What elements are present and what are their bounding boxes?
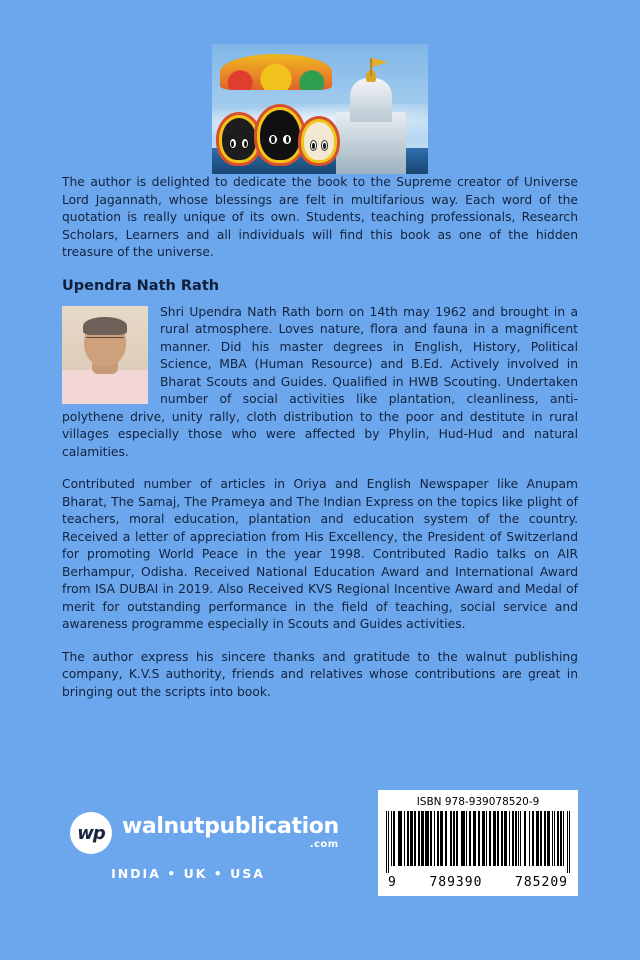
cover-footer <box>62 790 578 908</box>
temple-tower <box>350 78 392 122</box>
isbn-barcode-panel <box>378 790 578 896</box>
author-portrait-photo <box>62 306 148 404</box>
flag-icon <box>370 58 372 76</box>
isbn-digit-mid: 789390 <box>429 875 483 890</box>
deity-jagannath-icon <box>260 110 300 160</box>
bio-paragraph-2: Contributed number of articles in Oriya and English Newspaper like Anupam Bharat, The Samaj, The Prameya and The Indian Express on the topics like plight of teachers, moral education, plantation and education system of the country. Received a letter of appreciation from His Excellency, the President of Switzerland for promoting World Peace in the year 1998. Contributed Radio talks on AIR Berhampur, Odisha. Received National Education Award and International Award from ISA DUBAI in 2019. Also Received KVS Regional Incentive Award and Medal of merit for outstanding performance in the field of teaching, social service and awareness programme especially in Scouts and Guides activities. <box>62 477 578 631</box>
publisher-domain-suffix: .com <box>309 839 339 850</box>
deities-icon <box>220 54 338 166</box>
deity-subhadra-icon <box>304 122 334 160</box>
portrait-glasses <box>86 337 124 347</box>
author-name-heading: Upendra Nath Rath <box>62 277 220 294</box>
temple-icon <box>328 70 414 174</box>
publisher-name: walnutpublication <box>122 814 339 839</box>
dedication-paragraph: The author is delighted to dedicate the book to the Supreme creator of Universe Lord Jagannath, whose blessings are felt in multifarious way. Each word of the quotation is really unique of its own. Students, teaching professionals, Research Scholars, Learners and all individuals will find this book as one of the hidden treasure of the universe. <box>62 175 578 259</box>
bio-paragraph-1: Shri Upendra Nath Rath born on 14th may 1962 and brought in a rural atmosphere. Loves nature, flora and fauna in a magnificent manner. Did his master degrees in English, History, Political Science, MBA (Human Resource) and B.Ed. Actively involved in Bharat Scouts and Guides. Qualified in HWB Scouting. Undertaken number of social activities like plantation, cleanliness, anti-polythene drive, unity rally, cloth distribution to the poor and destitute in rural villages especially those who were affected by Phylin, Hud-Hud and natural calamities. <box>62 304 578 459</box>
jagannath-temple-image <box>212 44 428 174</box>
walnut-publication-logo-icon: wp <box>70 812 112 854</box>
isbn-digit-right: 785209 <box>515 875 568 890</box>
author-bio-block <box>62 304 578 462</box>
isbn-barcode <box>386 811 570 873</box>
portrait-shirt <box>62 370 148 403</box>
publisher-logo-row <box>70 812 360 854</box>
bio-paragraph-3: The author express his sincere thanks and gratitude to the walnut publishing company, K.V.S authority, friends and relatives whose contributions are great in bringing out the scripts into book. <box>62 649 578 699</box>
isbn-label: ISBN 978-939078520-9 <box>416 796 540 808</box>
publisher-logo-area <box>70 812 360 881</box>
isbn-barcode-digits <box>386 875 570 890</box>
crown-decoration <box>220 54 332 90</box>
publisher-countries: INDIA • UK • USA <box>111 866 265 881</box>
portrait-hair <box>83 317 127 335</box>
isbn-digit-left: 9 <box>388 875 397 890</box>
deity-balabhadra-icon <box>222 118 256 160</box>
